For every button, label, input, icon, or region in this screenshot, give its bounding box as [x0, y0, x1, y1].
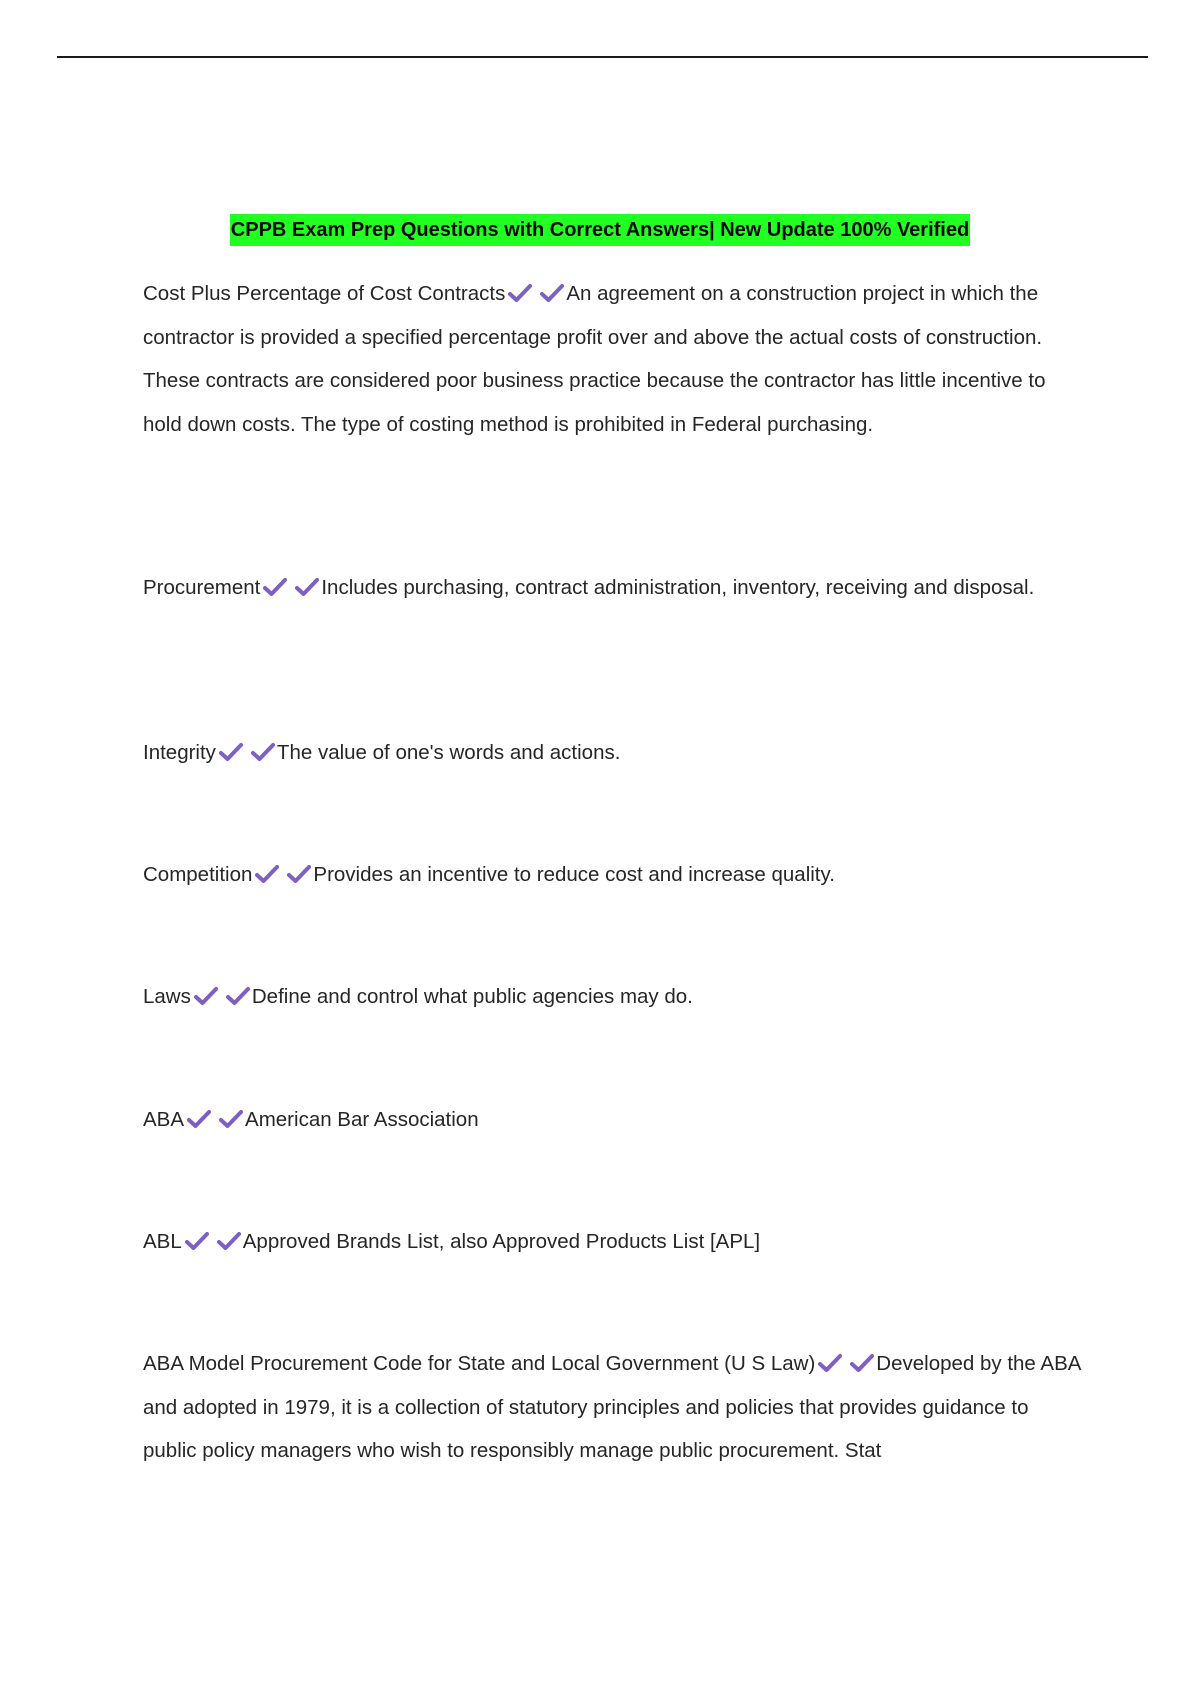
entry-procurement — [143, 566, 1083, 610]
document-title: CPPB Exam Prep Questions with Correct Answers| New Update 100% Verified — [230, 214, 970, 246]
check-icon — [263, 577, 287, 597]
entry-aba-model-code — [143, 1342, 1083, 1473]
title-row — [0, 214, 1200, 246]
entry-cost-plus — [143, 272, 1083, 446]
entry-term: Cost Plus Percentage of Cost Contracts — [143, 282, 506, 305]
entry-term: Procurement — [143, 576, 261, 599]
entry-definition: Provides an incentive to reduce cost and increase quality. — [313, 863, 835, 886]
check-icon — [187, 1109, 211, 1129]
entry-definition: Define and control what public agencies may do. — [251, 985, 693, 1008]
entry-laws — [143, 975, 1083, 1019]
check-icon — [251, 742, 275, 762]
check-icon — [217, 1231, 241, 1251]
entry-definition: The value of one's words and actions. — [276, 741, 621, 764]
entry-term: ABL — [143, 1230, 182, 1253]
entry-term: Competition — [143, 863, 253, 886]
check-icon — [255, 864, 279, 884]
check-icon — [194, 986, 218, 1006]
entry-definition: Developed by the ABA and adopted in 1979, it is a collection of statutory principles and policies that provides guidance to public policy managers who wish to responsibly manage public procurement. Stat — [143, 1352, 1081, 1462]
entry-competition — [143, 853, 1083, 897]
entry-definition: An agreement on a construction project in which the contractor is provided a specified percentage profit over and above the actual costs of construction. These contracts are considered poor business practice because the contractor has little incentive to hold down costs. The type of costing method is prohibited in Federal purchasing. — [143, 282, 1046, 436]
check-icon — [508, 283, 532, 303]
entry-definition: Approved Brands List, also Approved Products List [APL] — [242, 1230, 761, 1253]
entry-definition: Includes purchasing, contract administration, inventory, receiving and disposal. — [321, 576, 1035, 599]
check-icon — [226, 986, 250, 1006]
entry-term: ABA — [143, 1108, 185, 1131]
check-icon — [185, 1231, 209, 1251]
entry-aba — [143, 1098, 1083, 1142]
entry-integrity — [143, 731, 1083, 775]
entry-term: Integrity — [143, 741, 216, 764]
header-rule — [57, 56, 1148, 58]
entry-term: ABA Model Procurement Code for State and Local Government (U S Law) — [143, 1352, 816, 1375]
entry-abl — [143, 1220, 1083, 1264]
entry-definition: American Bar Association — [245, 1108, 479, 1131]
check-icon — [540, 283, 564, 303]
check-icon — [295, 577, 319, 597]
check-icon — [219, 1109, 243, 1129]
check-icon — [850, 1353, 874, 1373]
entry-term: Laws — [143, 985, 191, 1008]
check-icon — [818, 1353, 842, 1373]
check-icon — [287, 864, 311, 884]
check-icon — [219, 742, 243, 762]
